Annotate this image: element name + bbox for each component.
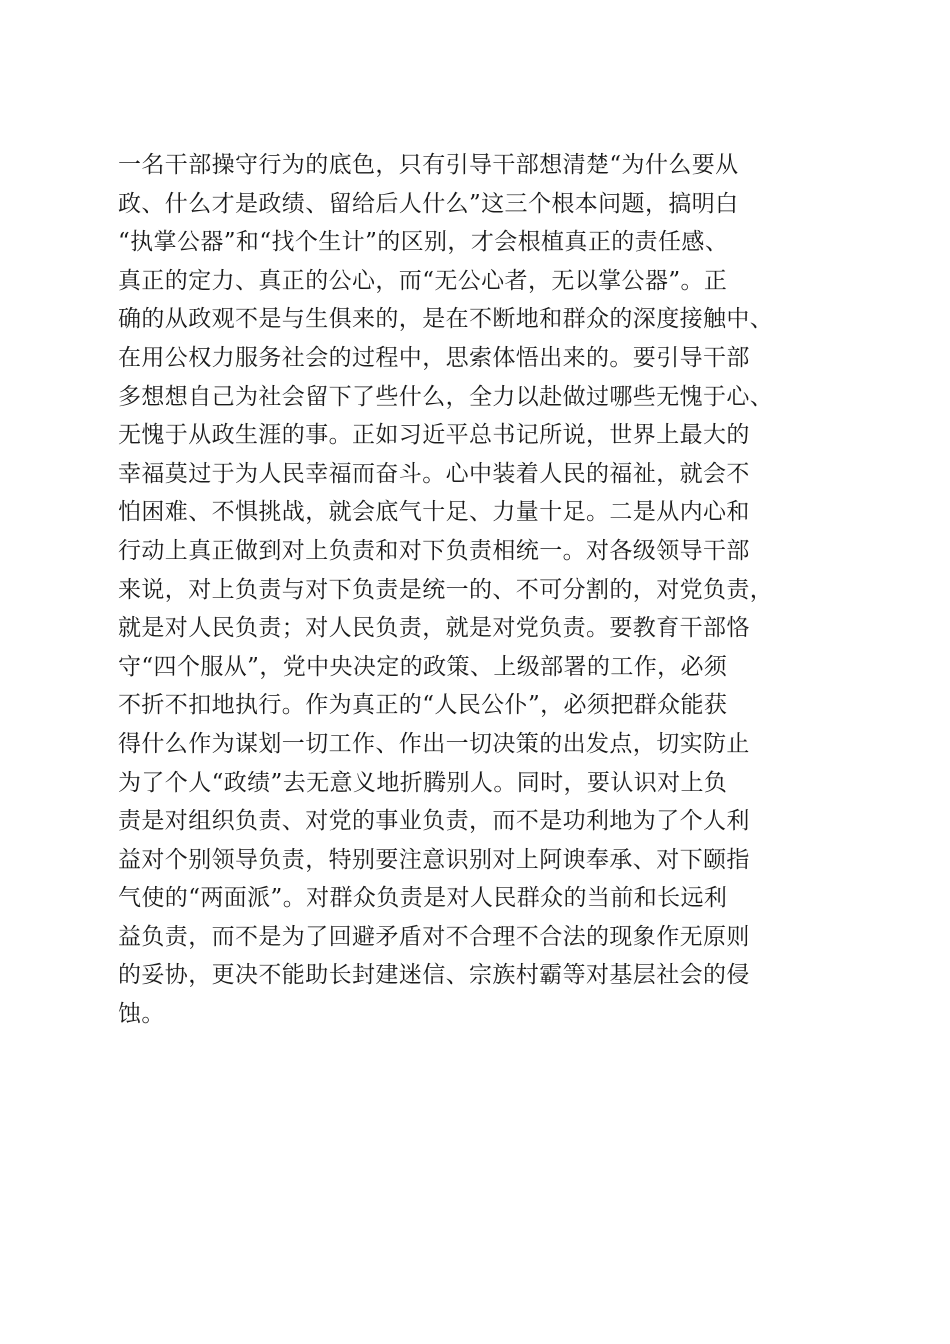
- text-line-17: 为了个人“政绩”去无意义地折腾别人。同时，要认识对上负: [118, 769, 728, 796]
- text-line-21: 益负责，而不是为了回避矛盾对不合理不合法的现象作无原则: [118, 923, 750, 950]
- text-line-23: 蚀。: [118, 1001, 165, 1028]
- text-line-15: 不折不扣地执行。作为真正的“人民公仆”，必须把群众能获: [118, 692, 728, 719]
- text-line-1: 一名干部操守行为的底色，只有引导干部想清楚“为什么要从: [118, 152, 739, 178]
- text-line-3: “执掌公器”和“找个生计”的区别，才会根植真正的责任感、: [118, 229, 729, 256]
- text-line-20: 气使的“两面派”。对群众负责是对人民群众的当前和长远利: [118, 885, 728, 912]
- text-line-12: 来说，对上负责与对下负责是统一的、不可分割的，对党负责，: [118, 576, 774, 603]
- text-line-9: 幸福莫过于为人民幸福而奋斗。心中装着人民的福祉，就会不: [118, 460, 750, 487]
- text-line-14: 守“四个服从”，党中央决定的政策、上级部署的工作，必须: [118, 653, 728, 680]
- text-line-18: 责是对组织负责、对党的事业负责，而不是功利地为了个人利: [118, 808, 750, 835]
- text-line-11: 行动上真正做到对上负责和对下负责相统一。对各级领导干部: [118, 537, 750, 564]
- text-line-19: 益对个别领导负责，特别要注意识别对上阿谀奉承、对下颐指: [118, 846, 750, 873]
- text-line-7: 多想想自己为社会留下了些什么，全力以赴做过哪些无愧于心、: [118, 383, 774, 410]
- text-line-6: 在用公权力服务社会的过程中，思索体悟出来的。要引导干部: [118, 344, 750, 371]
- text-line-22: 的妥协，更决不能助长封建迷信、宗族村霸等对基层社会的侵: [118, 962, 750, 989]
- text-line-10: 怕困难、不惧挑战，就会底气十足、力量十足。二是从内心和: [118, 499, 750, 526]
- text-line-5: 确的从政观不是与生俱来的，是在不断地和群众的深度接触中、: [118, 306, 774, 333]
- body-paragraph: [118, 146, 838, 1034]
- text-line-8: 无愧于从政生涯的事。正如习近平总书记所说，世界上最大的: [118, 422, 750, 449]
- text-line-2: 政、什么才是政绩、留给后人什么”这三个根本问题，搞明白: [118, 190, 739, 217]
- text-line-4: 真正的定力、真正的公心，而“无公心者，无以掌公器”。正: [118, 267, 728, 294]
- text-line-13: 就是对人民负责；对人民负责，就是对党负责。要教育干部恪: [118, 615, 750, 642]
- text-line-16: 得什么作为谋划一切工作、作出一切决策的出发点，切实防止: [118, 730, 750, 757]
